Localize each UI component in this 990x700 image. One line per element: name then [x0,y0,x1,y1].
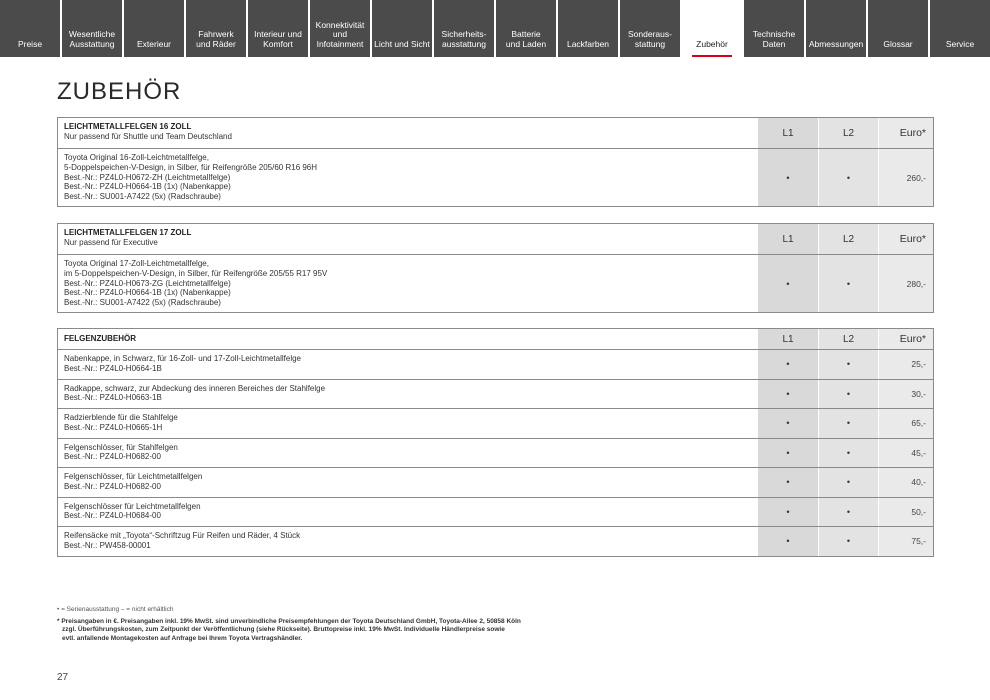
l2-availability: • [818,527,878,556]
page-title: ZUBEHÖR [57,78,182,105]
nav-tab-glossar[interactable]: Glossar [868,0,928,57]
item-line: Radzierblende für die Stahlfelge [64,413,178,422]
table-header-row [58,118,933,148]
table-header [58,329,758,349]
nav-tab-technische-daten[interactable]: Technische Daten [744,0,804,57]
l2-availability: • [818,149,878,206]
nav-tab-batterie-und-laden[interactable]: Batterie und Laden [496,0,556,57]
nav-tab-sonderaus-stattung[interactable]: Sonderaus- stattung [620,0,680,57]
footnote-price: * Preisangaben in €. Preisangaben inkl. 19% MwSt. sind unverbindliche Preisempfehlungen der Toyota Deutschland GmbH, Toyota-Allee 2, 50858 Köln [57,617,521,625]
table-row [58,408,933,438]
l1-availability: • [758,409,818,438]
nav-tab-preise[interactable]: Preise [0,0,60,57]
item-line: Best.-Nr.: PZ4L0-H0682-00 [64,452,161,462]
item-description [58,409,758,438]
table-title: FELGENZUBEHÖR [64,334,136,344]
item-line: Nabenkappe, in Schwarz, für 16-Zoll- und 17-Zoll-Leichtmetallfelge [64,354,302,363]
item-price: 280,- [878,255,933,312]
item-price: 40,- [878,468,933,497]
item-price: 25,- [878,350,933,379]
nav-tab-exterieur[interactable]: Exterieur [124,0,184,57]
table-subtitle: Nur passend für Executive [64,237,158,247]
col-price-header: Euro* [878,329,933,349]
col-l2-header: L2 [818,224,878,254]
item-line: Felgenschlösser, für Leichtmetallfelgen [64,472,203,481]
l2-availability: • [818,468,878,497]
table-row [58,379,933,409]
table-wheel-accessories [57,328,934,557]
l2-availability: • [818,439,878,468]
legend: • = Serienausstattung – = nicht erhältlich [57,606,174,613]
table-header [58,118,758,148]
item-description [58,498,758,527]
table-title: LEICHTMETALLFELGEN 17 ZOLL [64,228,192,237]
item-price: 65,- [878,409,933,438]
table-header-row [58,224,933,254]
table-title: LEICHTMETALLFELGEN 16 ZOLL [64,122,192,131]
item-line: Felgenschlösser für Leichtmetallfelgen [64,501,201,511]
item-line: Best.-Nr.: SU001-A7422 (5x) (Radschraube) [64,192,221,202]
item-description [58,350,758,379]
l1-availability: • [758,350,818,379]
footnote-price-cont: zzgl. Überführungskosten, zum Zeitpunkt der Veröffentlichung (siehe Rückseite). Bruttopreise inkl. 19% MwSt. Individuelle Händlerpreise sowie [62,626,505,633]
col-l1-header: L1 [758,224,818,254]
item-description [58,149,758,206]
nav-tab-service[interactable]: Service [930,0,990,57]
col-price-header: Euro* [878,118,933,148]
l1-availability: • [758,468,818,497]
item-line: Reifensäcke mit „Toyota“-Schriftzug Für Reifen und Räder, 4 Stück [64,531,301,540]
col-price-header: Euro* [878,224,933,254]
table-alloy-17 [57,223,934,313]
col-l1-header: L1 [758,329,818,349]
nav-tab-fahrwerk-und-räder[interactable]: Fahrwerk und Räder [186,0,246,57]
item-price: 45,- [878,439,933,468]
table-row [58,497,933,527]
item-description [58,468,758,497]
l2-availability: • [818,409,878,438]
nav-tab-lackfarben[interactable]: Lackfarben [558,0,618,57]
table-subtitle: Nur passend für Shuttle und Team Deutschland [64,131,232,141]
table-row [58,526,933,556]
item-line: 5-Doppelspeichen-V-Design, in Silber, für Reifengröße 205/60 R16 96H [64,162,318,172]
nav-tab-licht-und-sicht[interactable]: Licht und Sicht [372,0,432,57]
nav-tab-wesentliche-ausstattung[interactable]: Wesentliche Ausstattung [62,0,122,57]
item-price: 260,- [878,149,933,206]
l1-availability: • [758,439,818,468]
table-row [58,148,933,206]
l1-availability: • [758,149,818,206]
l2-availability: • [818,380,878,409]
item-line: Best.-Nr.: PZ4L0-H0664-1B (1x) (Nabenkappe) [64,288,231,298]
l1-availability: • [758,255,818,312]
table-row [58,467,933,497]
item-line: Best.-Nr.: PZ4L0-H0684-00 [64,511,161,521]
item-price: 75,- [878,527,933,556]
nav-tab-konnektivität-und-infotainment[interactable]: Konnektivität und Infotainment [310,0,370,57]
item-description [58,380,758,409]
l1-availability: • [758,380,818,409]
item-line: im 5-Doppelspeichen-V-Design, in Silber, für Reifengröße 205/55 R17 95V [64,268,328,278]
item-line: Toyota Original 17-Zoll-Leichtmetallfelge, [64,259,209,268]
item-line: Best.-Nr.: PZ4L0-H0664-1B [64,363,162,373]
item-line: Best.-Nr.: PZ4L0-H0665-1H [64,422,163,432]
l2-availability: • [818,255,878,312]
col-l1-header: L1 [758,118,818,148]
item-line: Felgenschlösser, für Stahlfelgen [64,442,178,452]
item-price: 30,- [878,380,933,409]
nav-tab-zubehör[interactable]: Zubehör [682,0,742,57]
l1-availability: • [758,527,818,556]
l1-availability: • [758,498,818,527]
table-row [58,349,933,379]
item-description [58,527,758,556]
nav-tab-interieur-und-komfort[interactable]: Interieur und Komfort [248,0,308,57]
item-line: Best.-Nr.: PZ4L0-H0664-1B (1x) (Nabenkappe) [64,182,231,192]
footnotes [57,606,521,643]
item-line: Best.-Nr.: PW458-00001 [64,540,151,550]
item-line: Best.-Nr.: SU001-A7422 (5x) (Radschraube) [64,298,221,308]
table-alloy-16 [57,117,934,207]
item-line: Toyota Original 16-Zoll-Leichtmetallfelge, [64,153,209,162]
table-row [58,438,933,468]
footnote-price-cont: evtl. anfallende Montagekosten auf Anfrage bei Ihrem Toyota Vertragshändler. [62,634,303,642]
item-line: Radkappe, schwarz, zur Abdeckung des inneren Bereiches der Stahlfelge [64,383,326,393]
table-header [58,224,758,254]
item-description [58,255,758,312]
l2-availability: • [818,350,878,379]
nav-tab-abmessungen[interactable]: Abmessungen [806,0,866,57]
chapter-nav [0,0,990,57]
item-line: Best.-Nr.: PZ4L0-H0682-00 [64,481,161,491]
table-row [58,254,933,312]
l2-availability: • [818,498,878,527]
item-line: Best.-Nr.: PZ4L0-H0663-1B [64,393,162,403]
item-line: Best.-Nr.: PZ4L0-H0673-ZG (Leichtmetallfelge) [64,278,231,288]
nav-tab-sicherheits-ausstattung[interactable]: Sicherheits- ausstattung [434,0,494,57]
item-description [58,439,758,468]
page-number: 27 [57,672,69,683]
table-header-row [58,329,933,349]
col-l2-header: L2 [818,329,878,349]
item-line: Best.-Nr.: PZ4L0-H0672-ZH (Leichtmetallfelge) [64,172,231,182]
item-price: 50,- [878,498,933,527]
col-l2-header: L2 [818,118,878,148]
